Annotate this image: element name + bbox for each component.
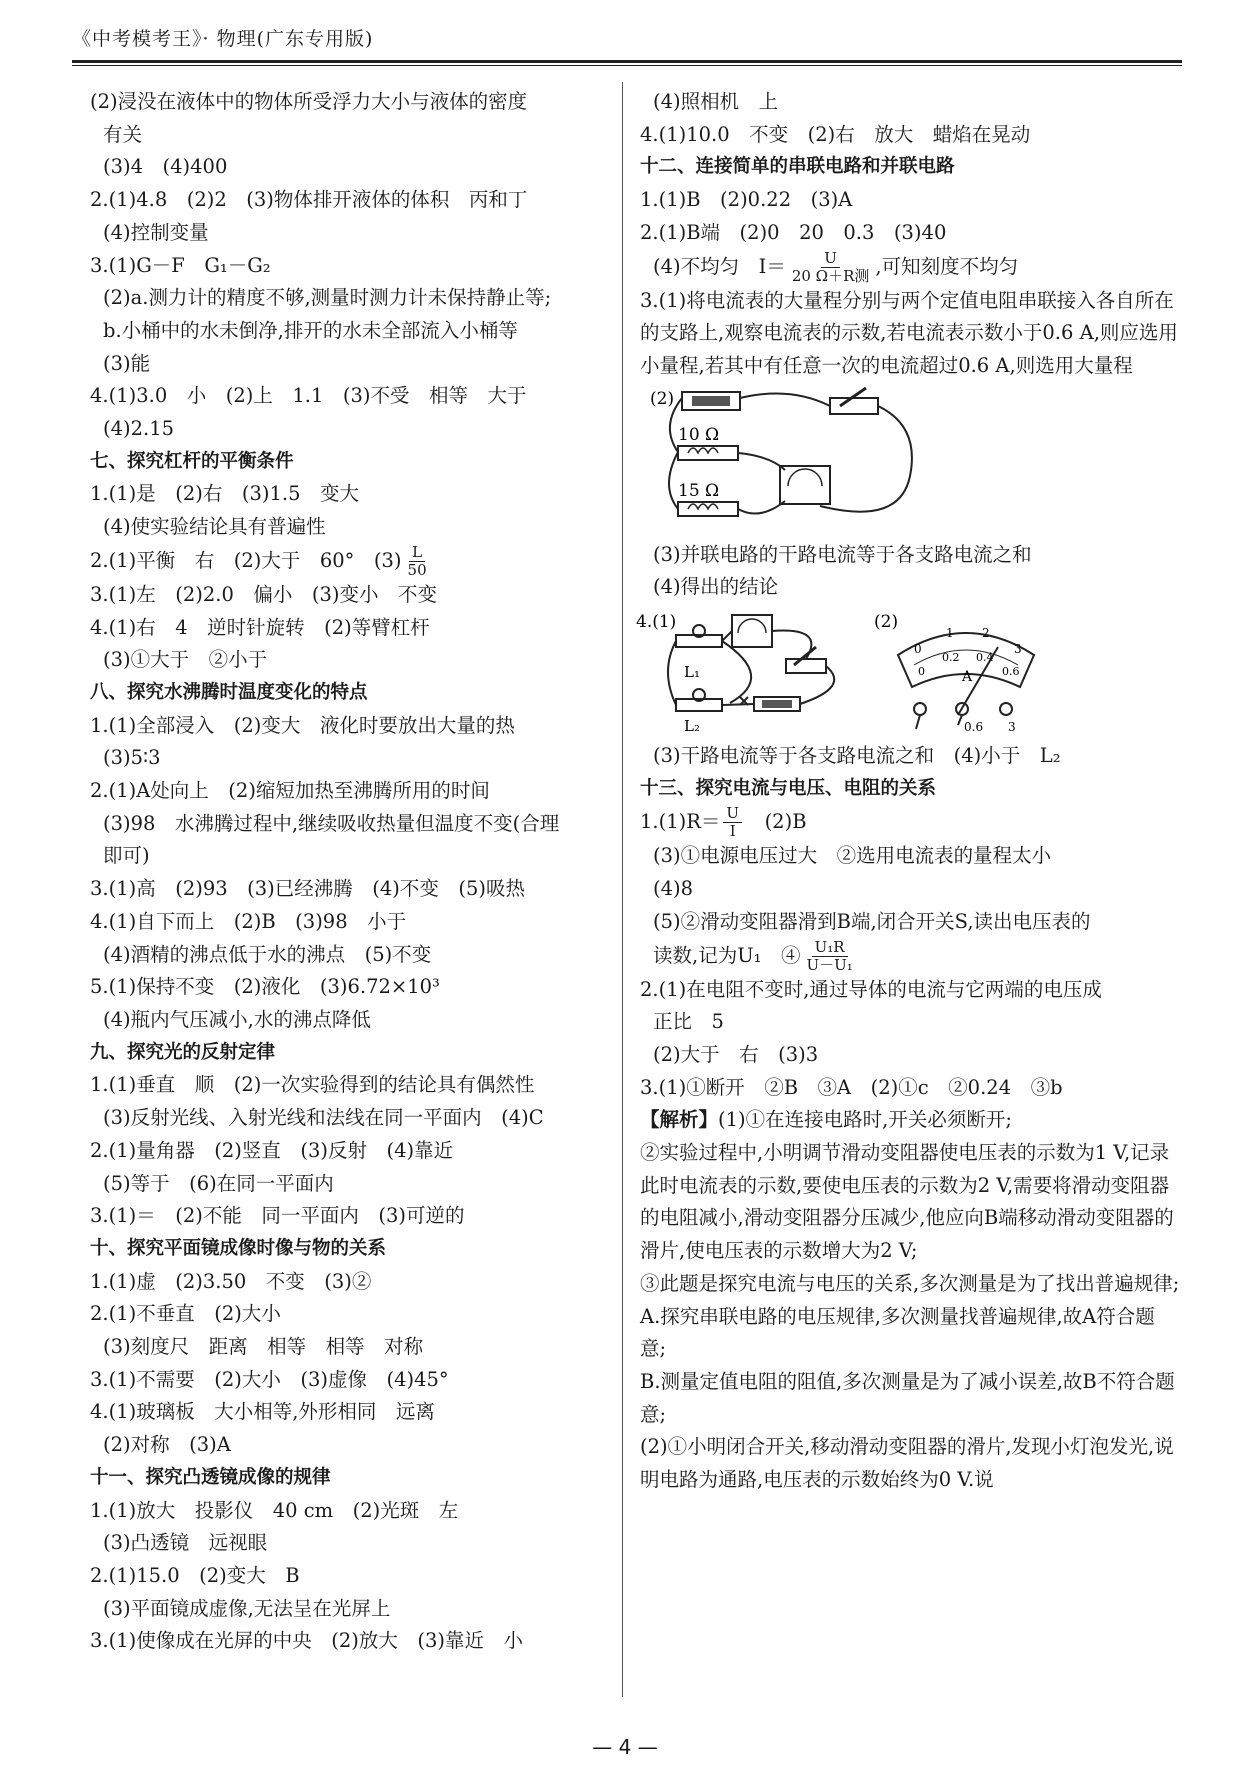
parallel-circuit-figure (650, 386, 950, 536)
meter-tick-bottom-3: 0.6 (1002, 665, 1020, 679)
fraction-current: $\frac{U}{\text{20 Ω＋R测}}$ (791, 248, 870, 285)
right-lines-b (640, 539, 1180, 604)
answer-line: 2.(1)B端 (2)0 20 0.3 (3)40 (640, 220, 947, 244)
analysis-tag: 【解析】 (640, 1108, 719, 1132)
answer-line: (3)98 水沸腾过程中,继续吸收热量但温度不变(合理 (103, 811, 560, 835)
answer-line: 2.(1)量角器 (2)竖直 (3)反射 (4)靠近 (90, 1138, 454, 1162)
battery-icon (682, 392, 740, 410)
left-lines-a (90, 86, 615, 544)
answer-line: (3)刻度尺 距离 相等 相等 对称 (103, 1335, 424, 1359)
answer-line: (4)2.15 (103, 417, 175, 441)
answer-line: (3)5∶3 (103, 746, 161, 770)
answer-line: (4)得出的结论 (653, 575, 779, 599)
answer-line: 2.(1)在电阻不变时,通过导体的电流与它两端的电压成 (640, 977, 1102, 1001)
right-lines-a (640, 86, 1180, 250)
section-heading: 十一、探究凸透镜成像的规律 (90, 1466, 331, 1488)
left-lines-b (90, 579, 615, 1658)
answer-line: 正比 5 (653, 1010, 724, 1034)
answer-line: 3.(1)不需要 (2)大小 (3)虚像 (4)45° (90, 1367, 449, 1391)
resistor-10-icon (678, 446, 738, 460)
answer-line: (3)①电源电压过大 ②选用电流表的量程太小 (653, 844, 1052, 868)
lever-answer-2-text: 2.(1)平衡 右 (2)大于 60° (3) (90, 548, 402, 572)
answer-line: 2.(1)4.8 (2)2 (3)物体排开液体的体积 丙和丁 (90, 188, 528, 212)
answer-line: 即可) (103, 844, 150, 868)
answer-line: (3)4 (4)400 (103, 155, 228, 179)
bulb-l2-icon (676, 689, 722, 711)
ammeter-small-icon (732, 615, 772, 647)
answer-line: 4.(1)自下而上 (2)B (3)98 小于 (90, 909, 407, 933)
answer-line: (4)照相机 上 (653, 90, 779, 113)
running-header: 《中考模考王》· 物理(广东专用版) (72, 28, 374, 50)
answer-line: (3)①大于 ②小于 (103, 648, 268, 672)
answer-line: 4.(1)玻璃板 大小相等,外形相同 远离 (90, 1400, 435, 1424)
answer-line: 4.(1)右 4 逆时针旋转 (2)等臂杠杆 (90, 615, 430, 639)
figure-4-1-label: 4.(1) (636, 612, 677, 633)
lever-answer-2 (90, 544, 615, 579)
meter-tick-top-1: 1 (946, 626, 954, 641)
answer-line: (3)能 (103, 351, 151, 375)
resistor-10-label: 10 Ω (678, 424, 720, 445)
answer-line: 3.(1)高 (2)93 (3)已经沸腾 (4)不变 (5)吸热 (90, 877, 526, 901)
answer-line: 2.(1)A处向上 (2)缩短加热至沸腾所用的时间 (90, 779, 490, 803)
answer-line: 2.(1)15.0 (2)变大 B (90, 1563, 300, 1587)
analysis-first-line: 【解析】(1)①在连接电路时,开关必须断开; (640, 1108, 1012, 1132)
formula-resistance: 1.(1)R＝ $\frac{U}{I}$ (2)B (640, 804, 807, 841)
figure-4-2-label: (2) (874, 612, 899, 633)
answer-line: (3)并联电路的干路电流等于各支路电流之和 (653, 542, 1032, 566)
answer-line: (2)a.测力计的精度不够,测量时测力计未保持静止等; (103, 286, 552, 310)
right-lines-e (640, 974, 1180, 1105)
section-heading: 十三、探究电流与电压、电阻的关系 (640, 777, 937, 799)
answer-line: (2)大于 右 (3)3 (653, 1042, 819, 1066)
header-rule-thin (72, 65, 1182, 66)
answer-line: 1.(1)全部浸入 (2)变大 液化时要放出大量的热 (90, 713, 515, 737)
formula-current: (4)不均匀 I＝ $\frac{U}{\text{20 Ω＋R测}}$ ,可知刻度不均匀 (653, 248, 1019, 285)
meter-terminal-3: 3 (1008, 720, 1016, 735)
answer-line: 4.(1)10.0 不变 (2)右 放大 蜡焰在晃动 (640, 122, 1031, 146)
column-divider (622, 82, 623, 1697)
meter-tick-bottom-0: 0 (918, 665, 925, 679)
meter-tick-bottom-2: 0.4 (976, 651, 994, 665)
answer-line: (4)8 (653, 877, 694, 901)
section-heading: 八、探究水沸腾时温度变化的特点 (90, 681, 368, 703)
resistor-15-label: 15 Ω (678, 480, 720, 501)
answer-line: 3.(1)＝ (2)不能 同一平面内 (3)可逆的 (90, 1204, 465, 1228)
page-number: — 4 — (592, 1735, 658, 1759)
right-lines-c (640, 740, 1180, 805)
resistor-15-icon (678, 502, 738, 516)
analysis-paragraph: ②实验过程中,小明调节滑动变阻器使电压表的示数为1 V,记录此时电流表的示数,要使电压表的示数为2 V,需要将滑动变阻器的电阻减小,滑动变阻器分压减少,他应向B端移动滑动变阻器的滑片,使电压表的示数增大为2 V; (640, 1141, 1174, 1263)
meter-tick-top-0: 0 (914, 642, 922, 657)
answer-line: 1.(1)垂直 顺 (2)一次实验得到的结论具有偶然性 (90, 1073, 535, 1097)
answer-line: 1.(1)是 (2)右 (3)1.5 变大 (90, 482, 359, 506)
answer-line: (4)控制变量 (103, 220, 209, 244)
answer-line: (3)干路电流等于各支路电流之和 (4)小于 L₂ (653, 744, 1061, 768)
question-4-figures (636, 607, 1056, 737)
bulb-l1-icon (676, 625, 722, 647)
meter-tick-bottom-1: 0.2 (942, 651, 960, 665)
fraction-u1r: $\frac{\text{U₁R}}{\text{U－U₁}}$ (806, 937, 853, 974)
answer-line: 2.(1)不垂直 (2)大小 (90, 1302, 281, 1326)
meter-tick-top-3: 3 (1014, 642, 1022, 657)
right-lines-d (640, 840, 1180, 938)
meter-unit: A (962, 669, 973, 686)
analysis-paragraph: B.测量定值电阻的阻值,多次测量是为了减小误差,故B不符合题意; (640, 1369, 1175, 1426)
answer-line: 5.(1)保持不变 (2)液化 (3)6.72×10³ (90, 975, 440, 999)
figure-label: (2) (650, 388, 675, 409)
answer-line: (4)酒精的沸点低于水的沸点 (5)不变 (103, 942, 432, 966)
answer-line: (3)平面镜成虚像,无法呈在光屏上 (103, 1596, 391, 1620)
section-heading: 十、探究平面镜成像时像与物的关系 (90, 1237, 387, 1259)
header-rule-thick (72, 60, 1182, 63)
right-column (636, 86, 1180, 1497)
answer-3-paragraph: 3.(1)将电流表的大量程分别与两个定值电阻串联接入各自所在的支路上,观察电流表的示数,若电流表示数小于0.6 A,则应选用小量程,若其中有任意一次的电流超过0.6 A,则选用大量程 (640, 288, 1178, 377)
battery-small-icon (754, 697, 800, 711)
answer-line: 1.(1)B (2)0.22 (3)A (640, 188, 853, 212)
answer-line: 3.(1)使像成在光屏的中央 (2)放大 (3)靠近 小 (90, 1629, 523, 1653)
answer-line: 4.(1)3.0 小 (2)上 1.1 (3)不受 相等 大于 (90, 384, 527, 408)
switch-small-icon (786, 647, 826, 673)
section-heading: 十二、连接简单的串联电路和并联电路 (640, 156, 955, 178)
bulb-l2-label: L₂ (684, 717, 700, 736)
answer-line: (2)对称 (3)A (103, 1433, 231, 1457)
answer-line: 有关 (103, 122, 143, 146)
analysis-paragraphs (640, 1137, 1180, 1497)
answer-line: (3)反射光线、入射光线和法线在同一平面内 (4)C (103, 1106, 544, 1130)
answer-line: (3)凸透镜 远视眼 (103, 1531, 268, 1555)
answer-line: 3.(1)①断开 ②B ③A (2)①c ②0.24 ③b (640, 1075, 1063, 1099)
ammeter-icon (780, 466, 830, 504)
answer-line: 1.(1)虚 (2)3.50 不变 (3)② (90, 1269, 372, 1293)
answer-line: b.小桶中的水未倒净,排开的水未全部流入小桶等 (103, 318, 518, 342)
meter-terminal-06: 0.6 (964, 720, 984, 735)
section-heading: 七、探究杠杆的平衡条件 (90, 450, 294, 472)
analysis-paragraph: A.探究串联电路的电压规律,多次测量找普遍规律,故A符合题意; (640, 1304, 1155, 1361)
analysis-paragraph: (2)①小明闭合开关,移动滑动变阻器的滑片,发现小灯泡发光,说明电路为通路,电压表的示数始终为0 V.说 (640, 1435, 1174, 1492)
answer-line: 3.(1)G－F G₁－G₂ (90, 253, 271, 277)
bulb-l1-label: L₁ (684, 663, 700, 682)
answer-line: (4)瓶内气压减小,水的沸点降低 (103, 1007, 371, 1031)
switch-icon (830, 388, 878, 414)
answer-line: (5)等于 (6)在同一平面内 (103, 1171, 334, 1195)
left-column (90, 86, 615, 1658)
fraction-l-over-50: $\frac{L}{50}$ (407, 542, 427, 579)
answer-line: (2)浸没在液体中的物体所受浮力大小与液体的密度 (90, 90, 528, 113)
formula-voltage: 读数,记为U₁ ④ $\frac{\text{U₁R}}{\text{U－U₁}}$ (640, 939, 1180, 974)
fraction-u-over-i: $\frac{U}{I}$ (723, 805, 742, 840)
answer-line: 1.(1)放大 投影仪 40 cm (2)光斑 左 (90, 1498, 459, 1522)
answer-line: 3.(1)左 (2)2.0 偏小 (3)变小 不变 (90, 582, 437, 606)
answer-line: (4)使实验结论具有普遍性 (103, 515, 326, 539)
analysis-paragraph: ③此题是探究电流与电压的关系,多次测量是为了找出普遍规律; (640, 1271, 1180, 1295)
section-heading: 九、探究光的反射定律 (90, 1041, 276, 1063)
answer-line: (5)②滑动变阻器滑到B端,闭合开关S,读出电压表的 (653, 909, 1091, 933)
meter-tick-top-2: 2 (982, 626, 990, 641)
